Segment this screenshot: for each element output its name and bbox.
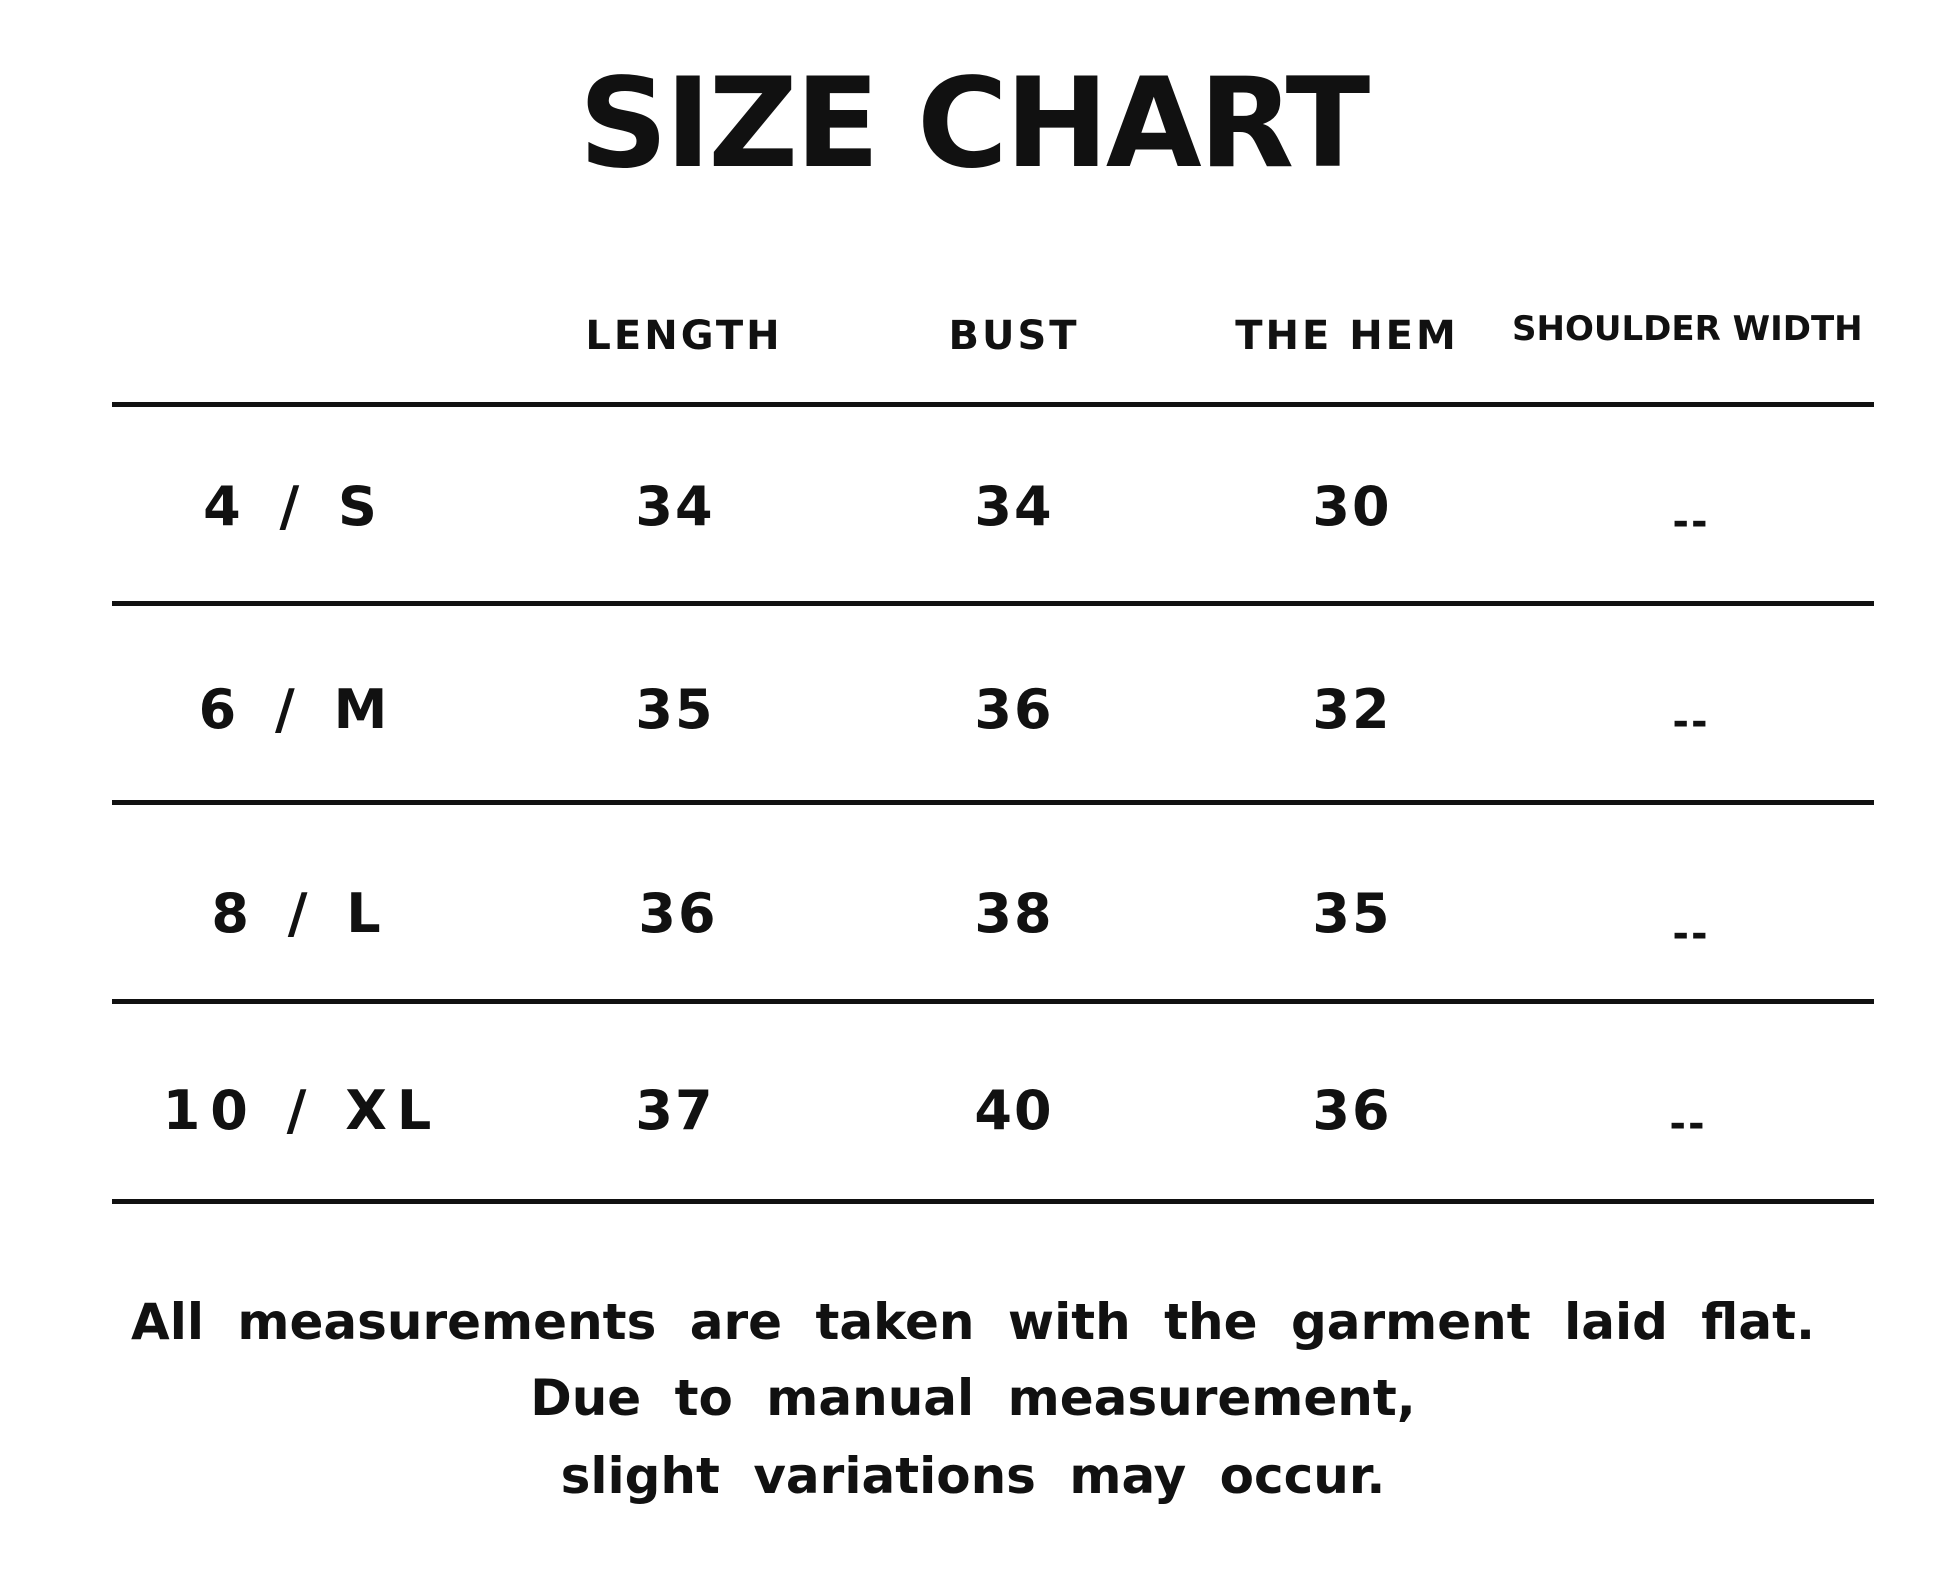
cell-bust: 36 bbox=[974, 678, 1054, 741]
measurement-note-line-2: Due to manual measurement, bbox=[530, 1369, 1416, 1427]
cell-shoulder-width: -- bbox=[1672, 911, 1710, 957]
cell-hem: 36 bbox=[1312, 1079, 1392, 1142]
cell-shoulder-width: -- bbox=[1669, 1101, 1707, 1147]
table-rule bbox=[112, 601, 1874, 606]
cell-length: 37 bbox=[635, 1079, 715, 1142]
cell-length: 35 bbox=[635, 678, 715, 741]
cell-shoulder-width: -- bbox=[1672, 699, 1710, 745]
measurement-note-line-1: All measurements are taken with the garment laid flat. bbox=[131, 1293, 1815, 1351]
row-size-label: 6 / M bbox=[198, 678, 398, 741]
cell-bust: 40 bbox=[974, 1079, 1054, 1142]
cell-hem: 35 bbox=[1312, 882, 1392, 945]
row-size-label: 10 / XL bbox=[162, 1079, 442, 1142]
table-rule-top bbox=[112, 402, 1874, 407]
cell-bust: 38 bbox=[974, 882, 1054, 945]
column-header-length: LENGTH bbox=[585, 313, 783, 359]
table-rule bbox=[112, 999, 1874, 1004]
cell-hem: 32 bbox=[1312, 678, 1392, 741]
cell-length: 36 bbox=[638, 882, 718, 945]
column-header-bust: BUST bbox=[948, 313, 1080, 359]
size-chart-title: SIZE CHART bbox=[578, 52, 1368, 196]
table-rule bbox=[112, 800, 1874, 805]
table-rule-bottom bbox=[112, 1199, 1874, 1204]
cell-hem: 30 bbox=[1312, 475, 1392, 538]
cell-shoulder-width: -- bbox=[1672, 499, 1710, 545]
row-size-label: 4 / S bbox=[203, 475, 387, 538]
column-header-hem: THE HEM bbox=[1235, 313, 1459, 359]
measurement-note-line-3: slight variations may occur. bbox=[560, 1447, 1386, 1505]
column-header-shoulder-width: SHOULDER WIDTH bbox=[1512, 309, 1863, 349]
cell-length: 34 bbox=[635, 475, 715, 538]
cell-bust: 34 bbox=[974, 475, 1054, 538]
row-size-label: 8 / L bbox=[211, 882, 391, 945]
